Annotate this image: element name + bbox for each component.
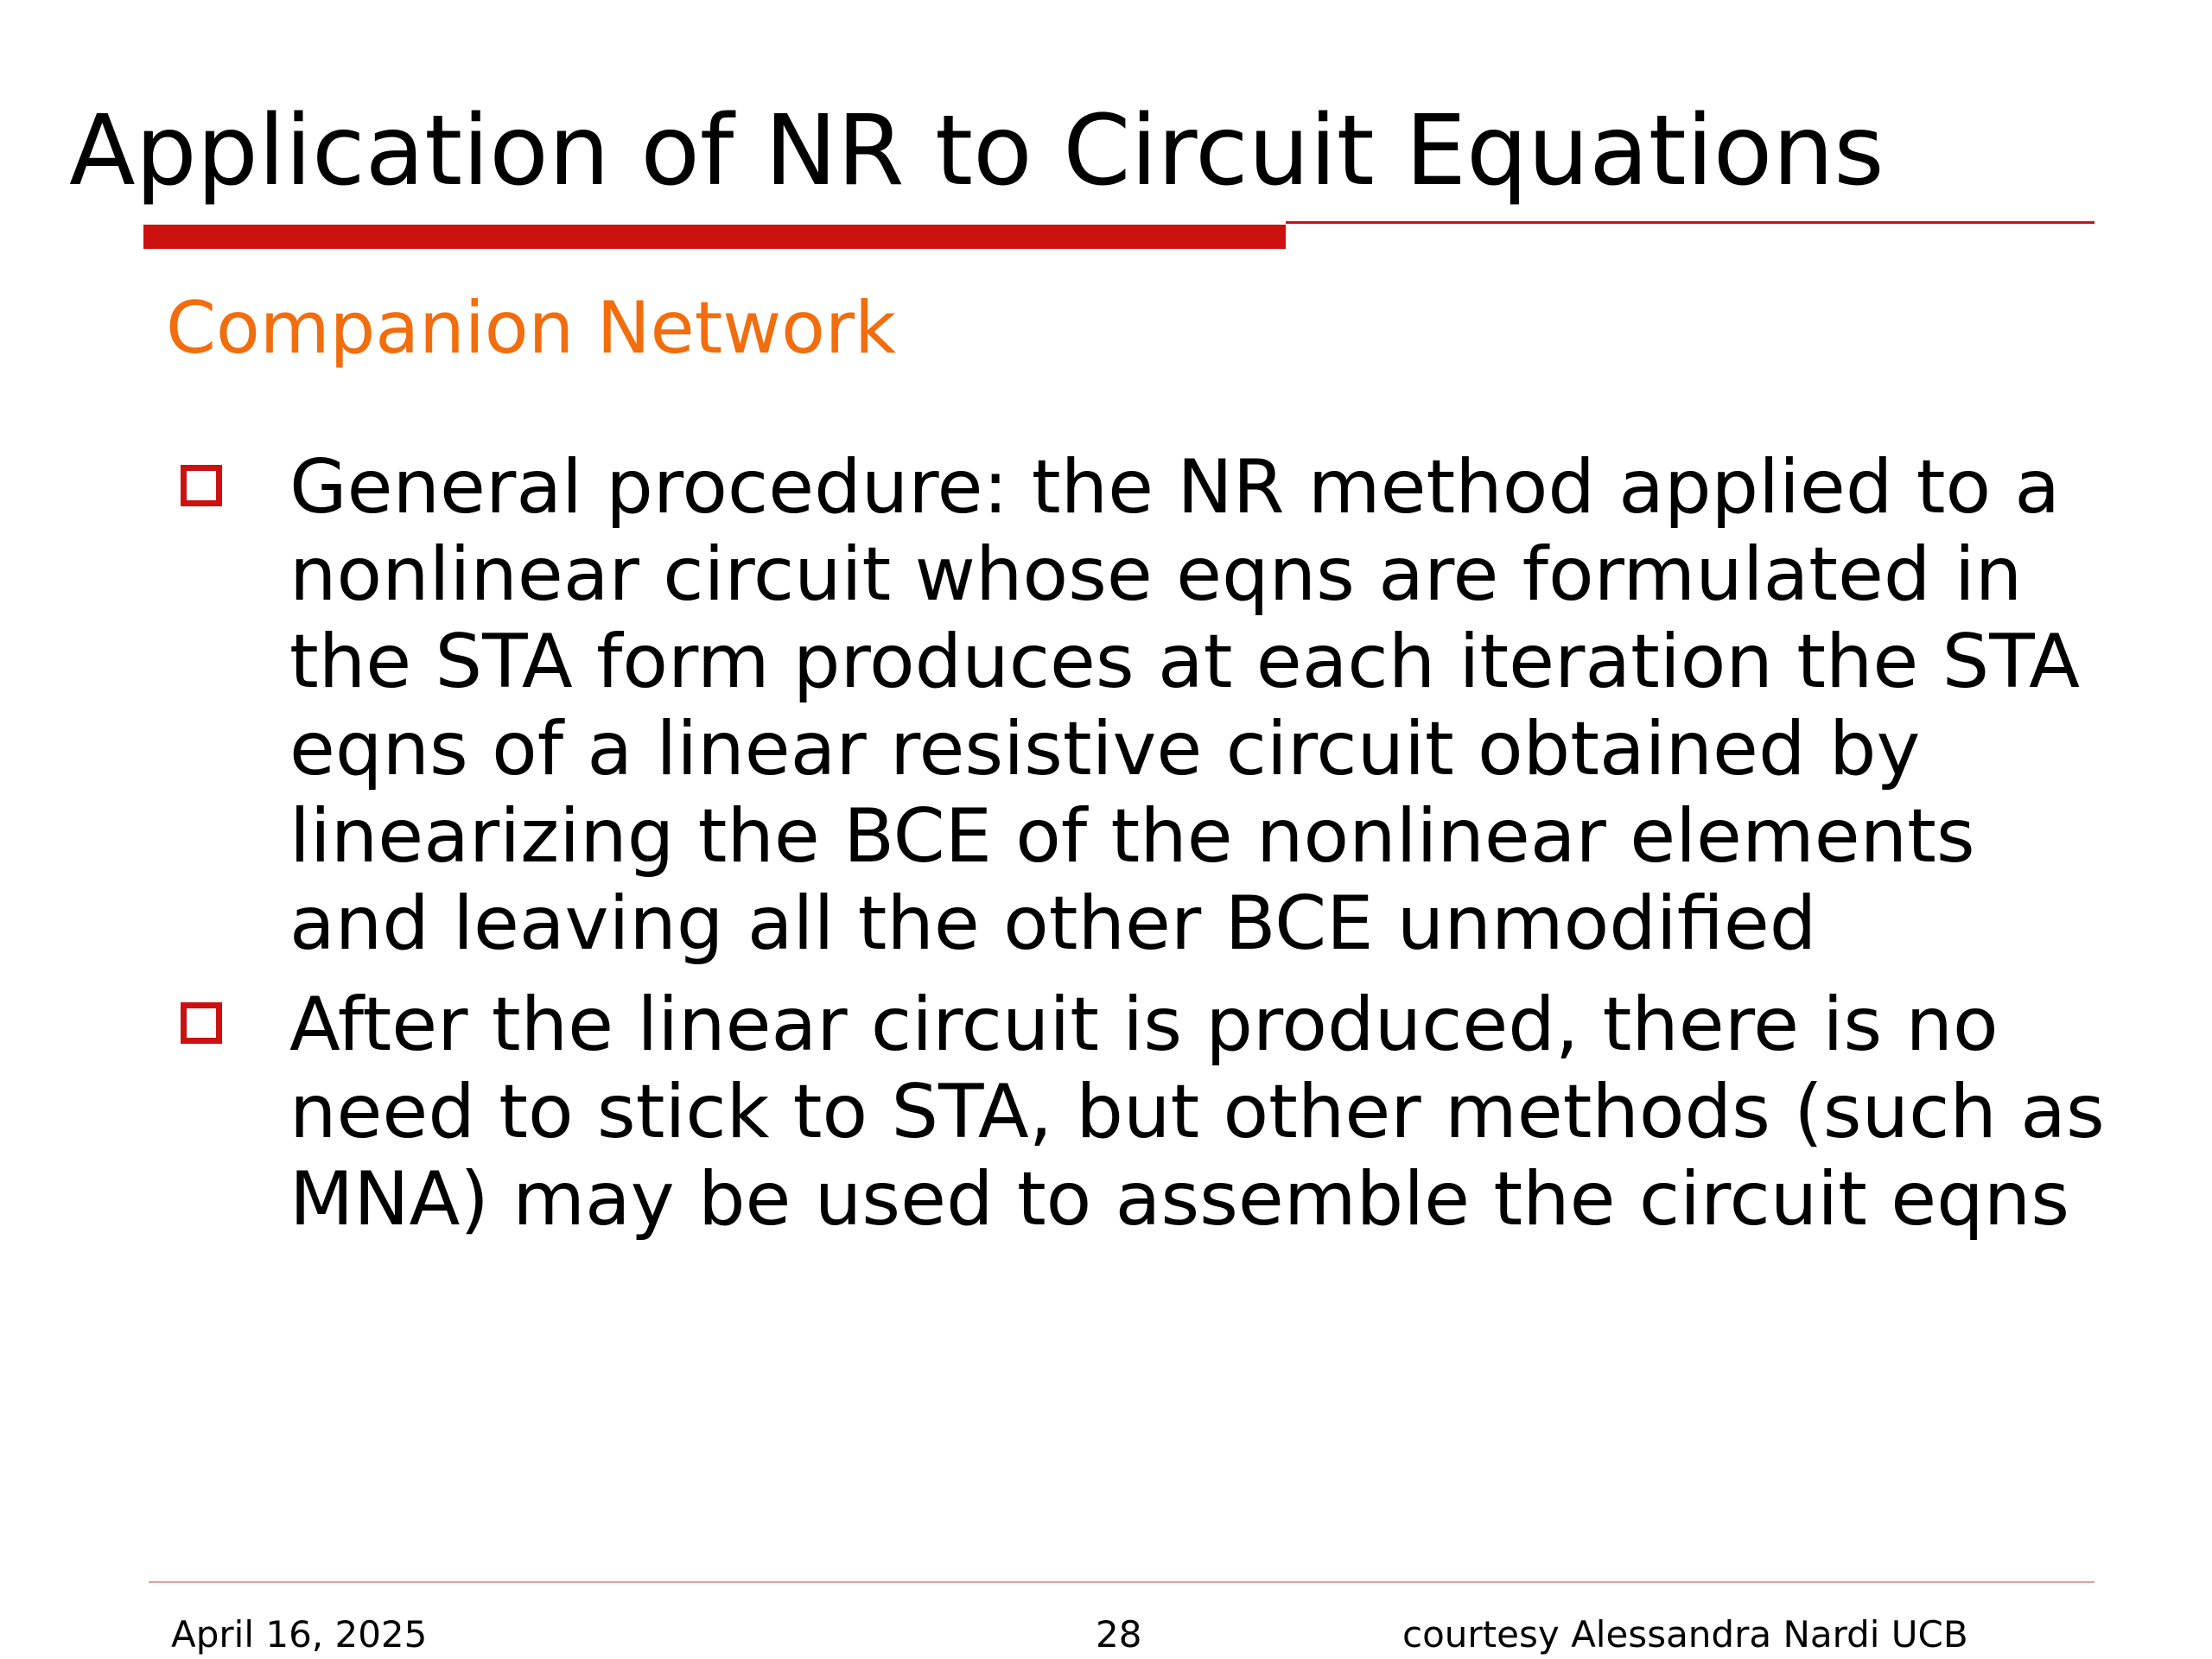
bullet-item <box>177 982 2113 1243</box>
bullet-text: General procedure: the NR method applied to a nonlinear circuit whose eqns are formulated in the STA form produces at each iteration the STA eqns of a linear resistive circuit obtained by linearizing the BCE of the nonlinear elements and leaving all the other BCE unmodified <box>289 444 2080 967</box>
slide-subtitle: Companion Network <box>166 286 897 370</box>
title-underline-thin <box>1286 221 2094 224</box>
footer-date: April 16, 2025 <box>171 1613 428 1656</box>
footer-divider <box>149 1581 2094 1583</box>
slide-title: Application of NR to Circuit Equations <box>69 95 1885 207</box>
hollow-square-icon <box>181 1002 222 1044</box>
hollow-square-icon <box>181 465 222 506</box>
bullet-item <box>177 444 2113 968</box>
title-underline-thick <box>143 225 1286 249</box>
bullet-list <box>177 444 2113 1257</box>
footer-credit: courtesy Alessandra Nardi UCB <box>1402 1613 1968 1656</box>
bullet-text: After the linear circuit is produced, there is no need to stick to STA, but other methods (such as MNA) may be used to assemble the circuit eqns <box>289 982 2105 1243</box>
page-number: 28 <box>1096 1613 1142 1656</box>
